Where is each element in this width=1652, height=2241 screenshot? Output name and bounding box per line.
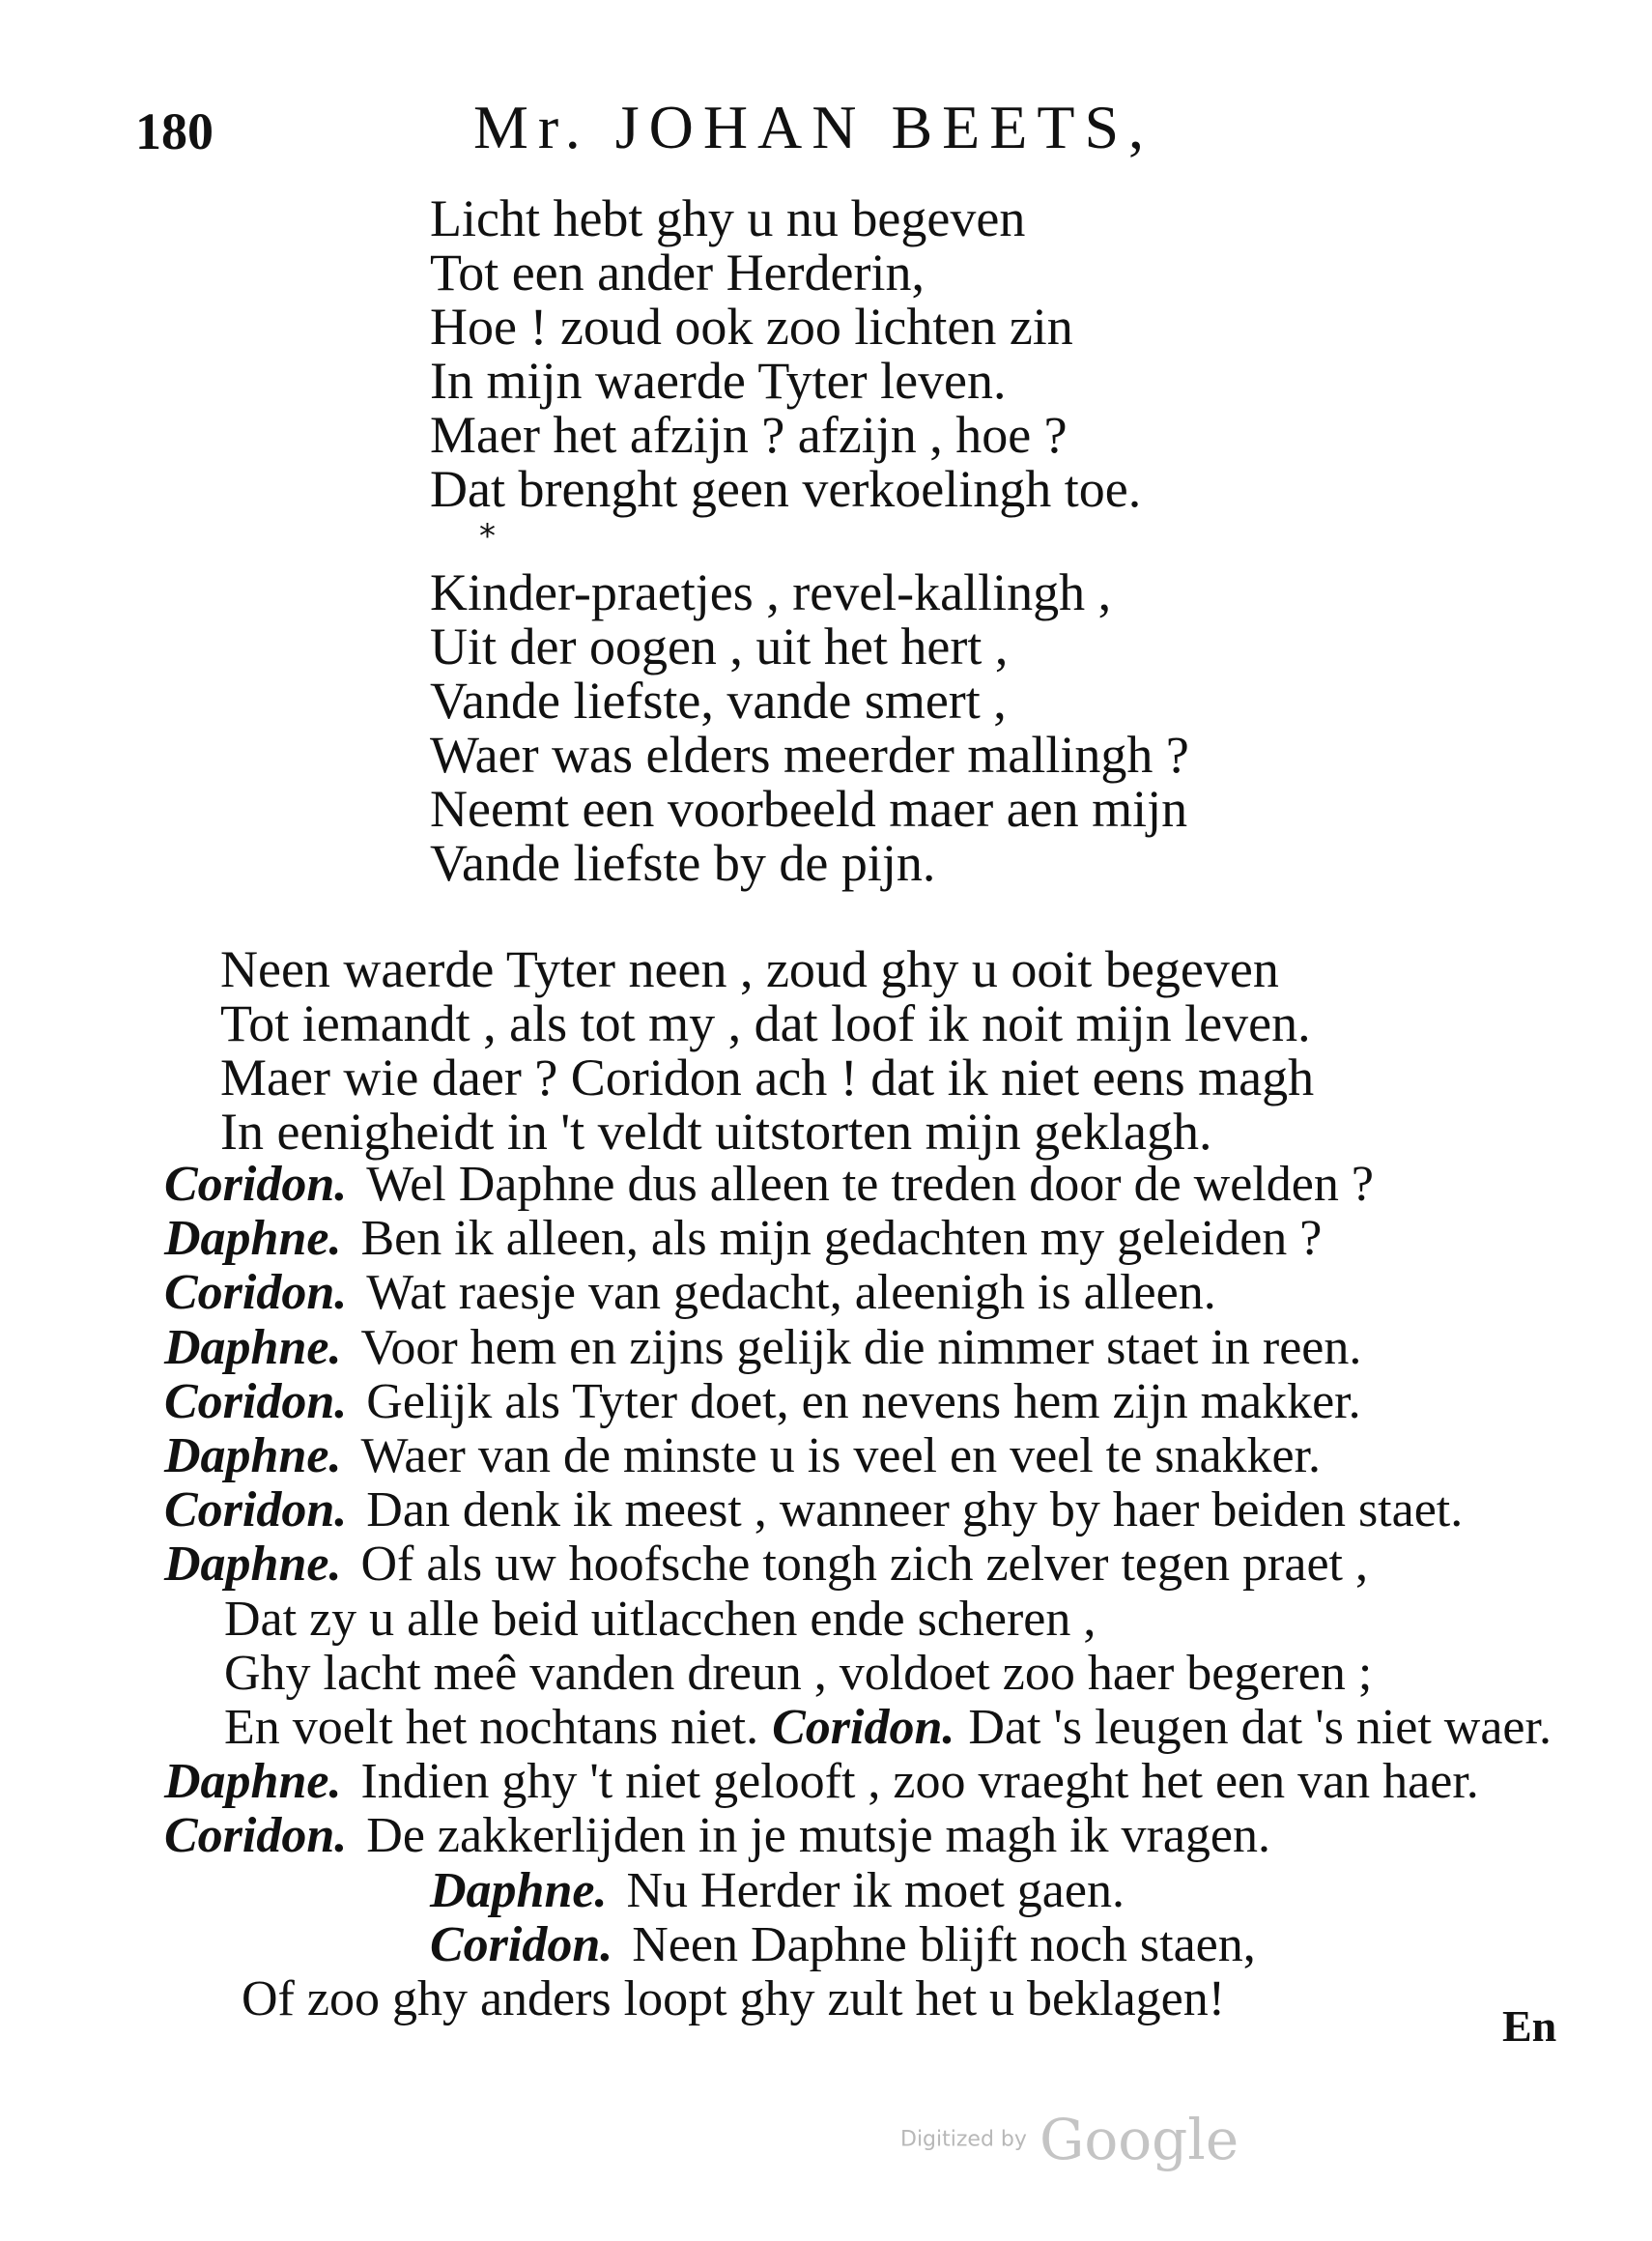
verse-line: Maer het afzijn ? afzijn , hoe ? bbox=[430, 406, 1068, 464]
dialogue-row bbox=[164, 1755, 1552, 1809]
monologue-line: In eenigheidt in 't veldt uitstorten mijn geklagh. bbox=[220, 1103, 1212, 1161]
dialogue-row bbox=[164, 1158, 1552, 1212]
dialogue-row bbox=[164, 1483, 1552, 1537]
dialogue-row bbox=[164, 1809, 1552, 1863]
speaker-name: Daphne. bbox=[430, 1862, 608, 1918]
speaker-name: Coridon. bbox=[164, 1265, 348, 1321]
verse-line: Tot een ander Herderin, bbox=[430, 244, 925, 302]
continuation-line: Dat zy u alle beid uitlacchen ende scheren , bbox=[224, 1591, 1097, 1647]
mixed-speaker-line bbox=[164, 1701, 1552, 1755]
verse-line: Vande liefste, vande smert , bbox=[430, 672, 1007, 730]
continuation-line: Ghy lacht meê vanden dreun , voldoet zoo haer begeren ; bbox=[224, 1645, 1373, 1701]
dialogue-row bbox=[164, 1537, 1552, 1592]
digitized-by-google-watermark bbox=[900, 2107, 1239, 2172]
speaker-name: Coridon. bbox=[164, 1808, 348, 1864]
verse-line: Vande liefste by de pijn. bbox=[430, 834, 936, 892]
monologue-line: Maer wie daer ? Coridon ach ! dat ik niet eens magh bbox=[220, 1049, 1315, 1106]
stanza-two bbox=[430, 565, 1189, 890]
speaker-name: Coridon. bbox=[164, 1373, 348, 1429]
dialogue-text: Wel Daphne dus alleen te treden door de welden ? bbox=[366, 1157, 1374, 1212]
verse-line: Dat brenght geen verkoelingh toe. bbox=[430, 460, 1142, 518]
verse-line: In mijn waerde Tyter leven. bbox=[430, 352, 1007, 410]
dialogue-text: Gelijk als Tyter doet, en nevens hem zijn makker. bbox=[366, 1373, 1361, 1429]
speaker-name: Daphne. bbox=[164, 1211, 342, 1267]
daphne-monologue bbox=[220, 942, 1314, 1159]
verse-line: Hoe ! zoud ook zoo lichten zin bbox=[430, 298, 1073, 356]
dialogue-text: Ben ik alleen, als mijn gedachten my geleiden ? bbox=[360, 1211, 1323, 1267]
monologue-line: Neen waerde Tyter neen , zoud ghy u ooit begeven bbox=[220, 940, 1279, 998]
dialogue-text: Dan denk ik meest , wanneer ghy by haer beiden staet. bbox=[366, 1482, 1464, 1538]
dialogue-text: Neen Daphne blijft noch staen, bbox=[632, 1916, 1256, 1972]
dialogue-text: Nu Herder ik moet gaen. bbox=[626, 1862, 1125, 1918]
split-line bbox=[164, 1918, 1552, 1972]
verse-line: Neemt een voorbeeld maer aen mijn bbox=[430, 780, 1188, 838]
dialogue-row bbox=[164, 1429, 1552, 1483]
speaker-name: Coridon. bbox=[430, 1916, 613, 1972]
stanza-marker: * bbox=[479, 517, 496, 556]
dialogue-row bbox=[164, 1321, 1552, 1375]
split-line bbox=[164, 1864, 1552, 1918]
catchword: En bbox=[1502, 2001, 1557, 2051]
dialogue-row bbox=[164, 1375, 1552, 1429]
google-logo: Google bbox=[1040, 2107, 1239, 2172]
verse-line: Licht hebt ghy u nu begeven bbox=[430, 189, 1026, 247]
dialogue-row bbox=[164, 1266, 1552, 1320]
dialogue-block bbox=[164, 1158, 1552, 2026]
final-line: Of zoo ghy anders loopt ghy zult het u beklagen! bbox=[242, 1971, 1226, 2027]
dialogue-text: Waer van de minste u is veel en veel te snakker. bbox=[360, 1428, 1322, 1484]
dialogue-text: Indien ghy 't niet gelooft , zoo vraeght het een van haer. bbox=[360, 1754, 1479, 1810]
dialogue-text: De zakkerlijden in je mutsje magh ik vragen. bbox=[366, 1808, 1270, 1864]
speaker-name: Daphne. bbox=[164, 1428, 342, 1484]
speaker-name: Daphne. bbox=[164, 1319, 342, 1375]
speaker-name: Coridon. bbox=[164, 1482, 348, 1538]
speaker-name: Coridon. bbox=[164, 1157, 348, 1212]
running-head: Mr. JOHAN BEETS, bbox=[473, 93, 1154, 161]
dialogue-text: Voor hem en zijns gelijk die nimmer staet in reen. bbox=[360, 1319, 1362, 1375]
dialogue-text: Wat raesje van gedacht, aleenigh is alleen. bbox=[366, 1265, 1216, 1321]
mixed-line-before: En voelt het nochtans niet. bbox=[224, 1700, 759, 1756]
page-number: 180 bbox=[135, 102, 214, 160]
speaker-name: Daphne. bbox=[164, 1754, 342, 1810]
mixed-line-after: Dat 's leugen dat 's niet waer. bbox=[968, 1700, 1552, 1756]
dialogue-row bbox=[164, 1212, 1552, 1266]
verse-line: Uit der oogen , uit het hert , bbox=[430, 618, 1009, 675]
page-header bbox=[0, 92, 1652, 169]
speaker-name: Coridon. bbox=[772, 1700, 955, 1756]
monologue-line: Tot iemandt , als tot my , dat loof ik noit mijn leven. bbox=[220, 994, 1311, 1052]
speaker-name: Daphne. bbox=[164, 1537, 342, 1593]
digitized-label: Digitized by bbox=[900, 2127, 1027, 2152]
verse-line: Waer was elders meerder mallingh ? bbox=[430, 726, 1189, 784]
verse-line: Kinder-praetjes , revel-kallingh , bbox=[430, 563, 1112, 621]
dialogue-text: Of als uw hoofsche tongh zich zelver tegen praet , bbox=[360, 1537, 1368, 1593]
stanza-one bbox=[430, 191, 1141, 516]
